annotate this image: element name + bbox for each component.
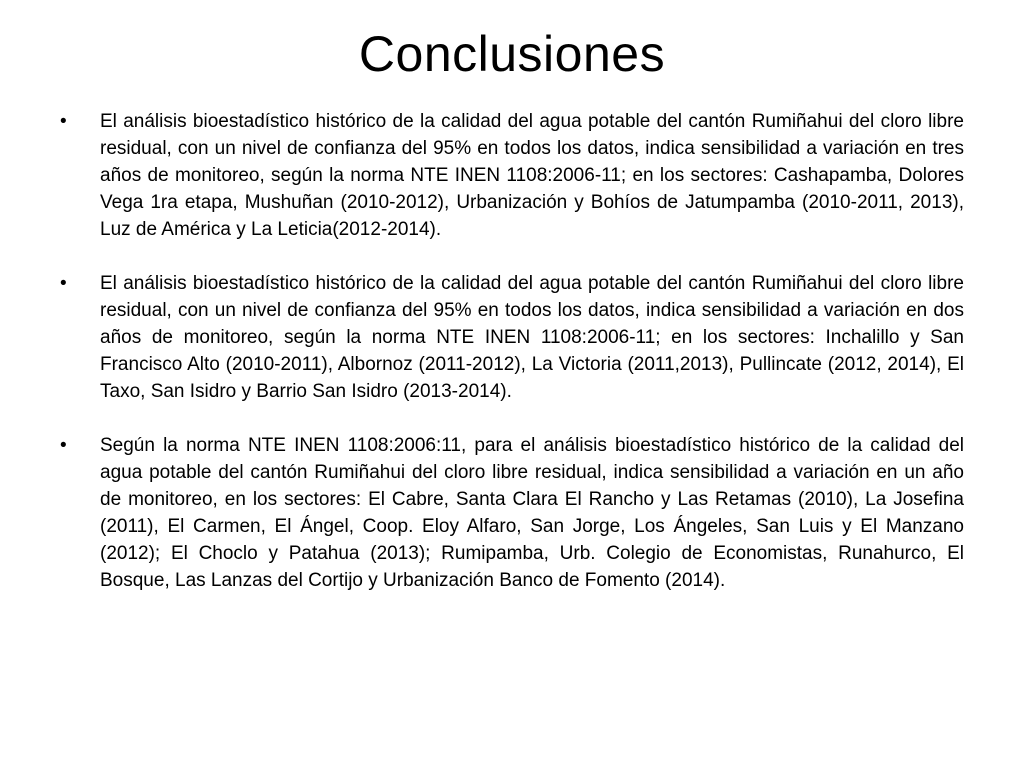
bullet-marker: •: [60, 111, 67, 132]
bullet-item-3: [60, 432, 964, 594]
bullet-text: El análisis bioestadístico histórico de la calidad del agua potable del cantón Rumiñahui del cloro libre residual, con un nivel de confianza del 95% en todos los datos, indica sensibilidad a variación en dos años de monitoreo, según la norma NTE INEN 1108:2006-11; en los sectores: Inchalillo y San Francisco Alto (2010-2011), Albornoz (2011-2012), La Victoria (2011,2013), Pullincate (2012, 2014), El Taxo, San Isidro y Barrio San Isidro (2013-2014).: [100, 273, 964, 402]
slide-title: Conclusiones: [358, 26, 666, 82]
bullet-list: [60, 108, 964, 594]
bullet-marker: •: [60, 435, 67, 456]
bullet-text: Según la norma NTE INEN 1108:2006:11, para el análisis bioestadístico histórico de la calidad del agua potable del cantón Rumiñahui del cloro libre residual, indica sensibilidad a variación en un año de monitoreo, en los sectores: El Cabre, Santa Clara El Rancho y Las Retamas (2010), La Josefina (2011), El Carmen, El Ángel, Coop. Eloy Alfaro, San Jorge, Los Ángeles, San Luis y El Manzano (2012); El Choclo y Patahua (2013); Rumipamba, Urb. Colegio de Economistas, Runahurco, El Bosque, Las Lanzas del Cortijo y Urbanización Banco de Fomento (2014).: [100, 435, 964, 591]
bullet-item-1: [60, 108, 964, 243]
bullet-marker: •: [60, 273, 67, 294]
bullet-item-2: [60, 270, 964, 405]
bullet-text: El análisis bioestadístico histórico de la calidad del agua potable del cantón Rumiñahui del cloro libre residual, con un nivel de confianza del 95% en todos los datos, indica sensibilidad a variación en tres años de monitoreo, según la norma NTE INEN 1108:2006-11; en los sectores: Cashapamba, Dolores Vega 1ra etapa, Mushuñan (2010-2012), Urbanización y Bohíos de Jatumpamba (2010-2011, 2013), Luz de América y La Leticia(2012-2014).: [100, 111, 964, 240]
